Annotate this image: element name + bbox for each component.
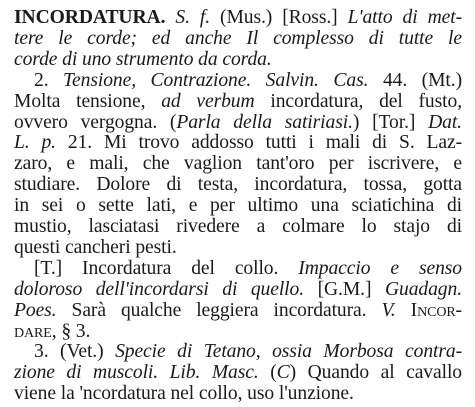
italic-run: L'atto di met-: [347, 7, 462, 28]
text-run: 3. (Vet.): [34, 341, 116, 363]
text-run: [G.M.]: [304, 278, 385, 300]
text-run: [396, 300, 411, 321]
small-caps-run: dare: [14, 320, 52, 342]
text-run: 21. Mi trovo addosso tutti i mali di S. Laz-: [55, 132, 462, 154]
text-run: [165, 7, 175, 28]
text-run: zaro, e mali, che vaglion tant'oro per iscrivere, e: [14, 153, 462, 175]
text-run: mustio, lasciatasi rivedere a colmare lo stajo di: [14, 216, 462, 237]
italic-run: V.: [381, 299, 396, 321]
text-run: viene la 'ncordatura nel collo, uso l'unzione.: [14, 383, 354, 405]
text-run: ovvero vergogna. (: [14, 111, 177, 133]
italic-run: zione di muscoli. Lib. Masc.: [14, 362, 259, 384]
italic-run: Dat.: [428, 111, 462, 133]
italic-run: Parla della satiriasi.: [176, 111, 353, 133]
italic-run: Tensione, Contrazione. Salvin. Cas.: [63, 69, 369, 91]
italic-run: C: [276, 362, 290, 384]
text-run: 2.: [34, 69, 64, 91]
entry-line: [14, 381, 462, 407]
italic-run: Impaccio e senso: [298, 257, 462, 279]
text-run: (Mus.) [Ross.]: [210, 7, 348, 28]
italic-run: tere le corde; ed anche Il complesso di tutte le: [14, 27, 462, 49]
text-run: 44. (Mt.): [368, 69, 462, 91]
text-run: questi cancheri pesti.: [14, 236, 177, 258]
italic-run: Poes.: [14, 299, 57, 321]
headword: INCORDATURA.: [14, 7, 166, 28]
italic-run: corde di uno strumento da corda.: [14, 48, 272, 70]
text-run: Sarà qualche leggiera incordatura.: [56, 299, 382, 321]
text-run: incordatura, del fusto,: [254, 90, 462, 112]
text-run: ) [Tor.]: [352, 111, 429, 133]
small-caps-run: Incor-: [410, 299, 462, 321]
italic-run: doloroso dell'incordarsi di quello.: [14, 278, 305, 300]
text-run: Molta tensione,: [14, 90, 162, 112]
text-run: in sei o sette lati, e per ultimo una sciatichina di: [14, 195, 462, 217]
italic-run: L. p.: [14, 132, 56, 154]
text-run: , § 3.: [51, 320, 91, 342]
text-run: [T.] Incordatura del collo.: [34, 257, 299, 279]
text-run: studiare. Dolore di testa, incordatura, tossa, gotta: [14, 174, 462, 196]
text-run: ) Quando al cavallo: [289, 362, 462, 384]
italic-run: Guadagn.: [384, 278, 462, 300]
italic-run: Specie di Tetano, ossia Morbosa contra-: [115, 341, 463, 363]
italic-run: S. f.: [175, 7, 211, 28]
text-run: (: [258, 362, 277, 384]
italic-run: ad verbum: [161, 90, 255, 112]
